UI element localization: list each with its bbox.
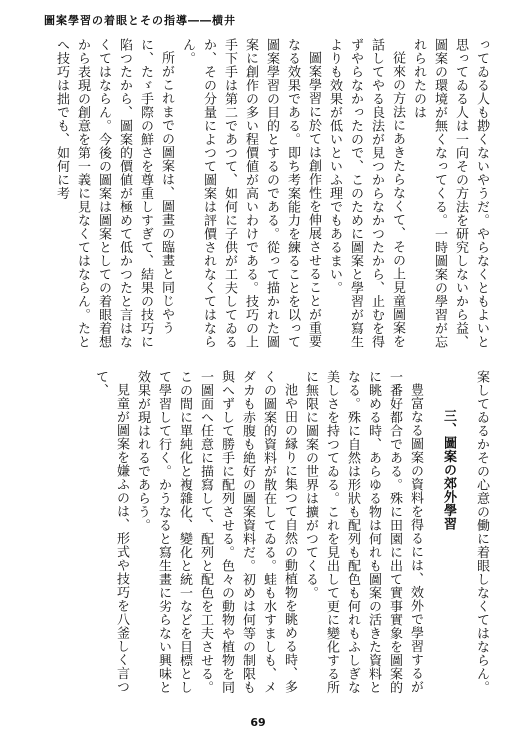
page-number: 69 xyxy=(250,716,266,729)
paragraph: 見童が圖案を嫌ふのは、形式や技巧を八釜しく言つて、 xyxy=(93,370,129,694)
paragraph: 所がこれまでの圖案は、圖畫の臨畫と同じやうに、たゞ手際の鮮さを尊重しすぎて、結果の技巧に陷つたから、圖案的價値が極めて低かつたと言はなくてはならん。今後の圖案は圖案としての着眼着想から表現の創意を第一義に見なくてはならん。たとへ技巧は拙でも、如何に考 xyxy=(54,38,174,349)
upper-text-block xyxy=(22,38,492,356)
paragraph: 豊富なる圖案の資料を得るには、效外で學習するが一番好都合である。殊に田園に出て實事實象を圖案的に眺める時、あらゆる物は何れも圖案の活きた資料となる。殊に自然は形狀も配列も配色も何れもふしぎな美しさを持つてゐる。これを見出して更に變化する所に無限に圖案の世界は擴がつてくる。 xyxy=(303,370,423,694)
section-heading: 三、圖案の郊外學習 xyxy=(441,409,456,531)
paragraph: 従來の方法にあきたらなくて、その上見童圖案を話してやる良法が見つからなかつたから、止むを得ずやらなかったので、このために圖案と學習が寫生よりも效果が低いといふ理でもあるまい。 xyxy=(327,38,405,349)
running-head: 圖案學習の着眼とその指導――横井 xyxy=(44,14,236,27)
paragraph: 案してゐるかその心意の働に着眼しなくてはならん。 xyxy=(474,370,489,694)
lower-text-block xyxy=(22,370,492,705)
paragraph: ってゐる人も尠くないやうだ。やらなくともよいと思ってゐる人は一向その方法を研究しないから益、圖案の環境が無くなってくる。一時圖案の學習が忘れられたのは xyxy=(411,38,489,349)
paragraph: 池や田の縁りに集つて自然の動植物を眺める時、多くの圖案的資料が散在してゐる。蛙も水すましも、メダカも赤腹も絶好の圖案資料だ。初めは何等の制限も與へずして勝手に配列させる。色々の動物や植物を同一圖面へ任意に描寫して、配列と配色を工夫させる。この間に單純化と複雜化、變化と統一などを目標として學習して行く。かうなると寫生畫に劣らない興味と效果が現はれるであらう。 xyxy=(135,370,297,694)
paragraph: 圖案學習に於ては創作性を伸展させることが重要なる效果である。即ち考案能力を練ることを以って圖案學習の目的とするのである。從って描かれた圖案に創作の多い程價値が高いわけである。技巧の上手下手は第二であつて、如何に子供が工夫してゐるか、その分量によつて圖案は評價されなくてはならん。 xyxy=(180,38,321,349)
